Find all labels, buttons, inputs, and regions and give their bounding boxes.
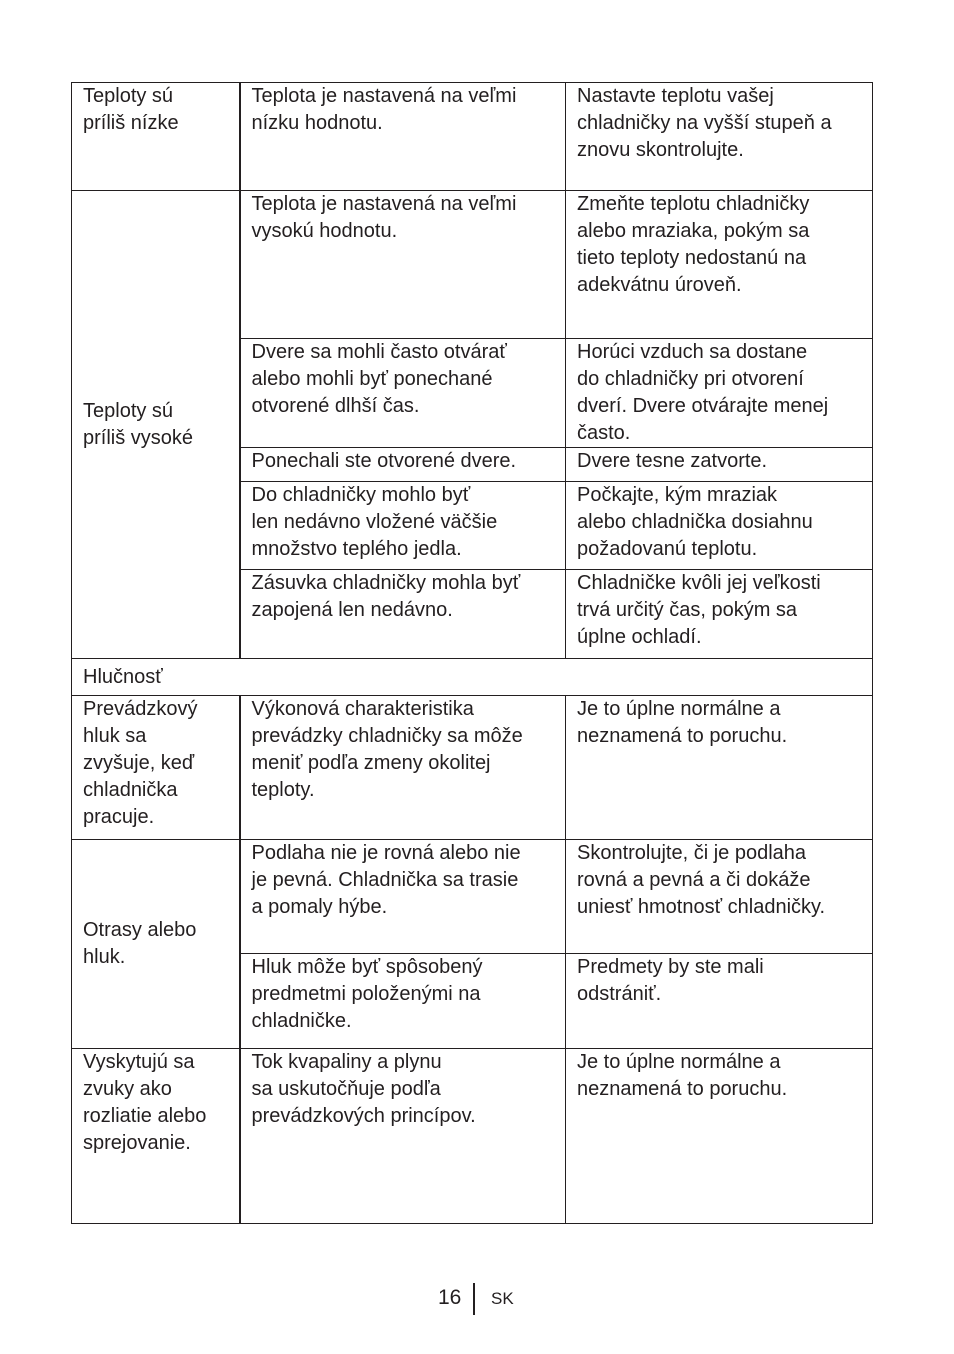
remedy-text: Dvere tesne zatvorte.: [577, 450, 768, 472]
table-row: [72, 83, 873, 191]
remedy-text: Predmety by ste mali odstrániť.: [577, 956, 764, 1005]
remedy-text: Zmeňte teplotu chladničky alebo mraziaka, pokým sa tieto teploty nedostanú na adekvátnu úroveň.: [577, 193, 810, 296]
cause-text: Výkonová charakteristika prevádzky chladničky sa môže meniť podľa zmeny okolitej teploty.: [251, 698, 523, 801]
symptom-text: Prevádzkový hluk sa zvyšuje, keď chladnička pracuje.: [83, 698, 198, 828]
remedy-text: Skontrolujte, či je podlaha rovná a pevná a či dokáže uniesť hmotnosť chladničky.: [577, 842, 826, 918]
symptom-cell: [72, 191, 240, 659]
section-cell: [72, 659, 873, 696]
cause-cell: [240, 840, 566, 954]
remedy-cell: [566, 83, 873, 191]
page-footer: [0, 1285, 954, 1315]
troubleshooting-table: [71, 82, 873, 1224]
symptom-text: Vyskytujú sa zvuky ako rozliatie alebo sprejovanie.: [83, 1051, 207, 1154]
remedy-cell: [566, 696, 873, 840]
symptom-text: Otrasy alebo hluk.: [83, 919, 197, 968]
symptom-cell: [72, 840, 240, 1049]
cause-cell: [240, 339, 566, 448]
cause-text: Tok kvapaliny a plynu sa uskutočňuje podľa prevádzkových princípov.: [251, 1051, 476, 1127]
cause-cell: [240, 448, 566, 482]
table-row: [72, 1049, 873, 1224]
symptom-cell: [72, 1049, 240, 1224]
cause-text: Zásuvka chladničky mohla byť zapojená len nedávno.: [251, 572, 521, 621]
cause-cell: [240, 570, 566, 659]
cause-cell: [240, 696, 566, 840]
cause-cell: [240, 83, 566, 191]
symptom-text: Teploty sú príliš vysoké: [83, 399, 194, 449]
cause-cell: [240, 482, 566, 570]
page-number: 16: [438, 1286, 462, 1309]
cause-text: Ponechali ste otvorené dvere.: [251, 450, 517, 472]
remedy-cell: [566, 191, 873, 339]
table-row: [72, 696, 873, 840]
cause-cell: [240, 191, 566, 339]
cause-cell: [240, 1049, 566, 1224]
footer-divider: [473, 1283, 475, 1315]
table-row: [72, 191, 873, 339]
remedy-cell: [566, 954, 873, 1049]
remedy-cell: [566, 840, 873, 954]
symptom-cell: [72, 696, 240, 840]
cause-cell: [240, 954, 566, 1049]
table-row: [72, 840, 873, 954]
symptom-text: Teploty sú príliš nízke: [83, 85, 179, 134]
remedy-cell: [566, 339, 873, 448]
language-code: SK: [491, 1289, 514, 1308]
cause-text: Podlaha nie je rovná alebo nie je pevná. Chladnička sa trasie a pomaly hýbe.: [251, 842, 521, 918]
section-row: [72, 659, 873, 696]
remedy-text: Horúci vzduch sa dostane do chladničky pri otvorení dverí. Dvere otvárajte menej často.: [577, 341, 829, 444]
remedy-cell: [566, 1049, 873, 1224]
remedy-text: Nastavte teplotu vašej chladničky na vyšší stupeň a znovu skontrolujte.: [577, 85, 832, 161]
remedy-cell: [566, 448, 873, 482]
symptom-cell: [72, 83, 240, 191]
remedy-cell: [566, 482, 873, 570]
remedy-text: Je to úplne normálne a neznamená to poruchu.: [577, 698, 788, 747]
cause-text: Teplota je nastavená na veľmi vysokú hodnotu.: [251, 193, 517, 242]
cause-text: Hluk môže byť spôsobený predmetmi položenými na chladničke.: [251, 956, 483, 1032]
section-title: Hlučnosť: [83, 665, 163, 688]
remedy-text: Je to úplne normálne a neznamená to poruchu.: [577, 1051, 788, 1100]
cause-text: Teplota je nastavená na veľmi nízku hodnotu.: [251, 85, 517, 134]
remedy-text: Počkajte, kým mraziak alebo chladnička dosiahnu požadovanú teplotu.: [577, 484, 813, 560]
cause-text: Do chladničky mohlo byť len nedávno vložené väčšie množstvo teplého jedla.: [251, 484, 498, 560]
remedy-text: Chladničke kvôli jej veľkosti trvá určitý čas, pokým sa úplne ochladí.: [577, 572, 821, 648]
remedy-cell: [566, 570, 873, 659]
cause-text: Dvere sa mohli často otvárať alebo mohli byť ponechané otvorené dlhší čas.: [251, 341, 507, 417]
